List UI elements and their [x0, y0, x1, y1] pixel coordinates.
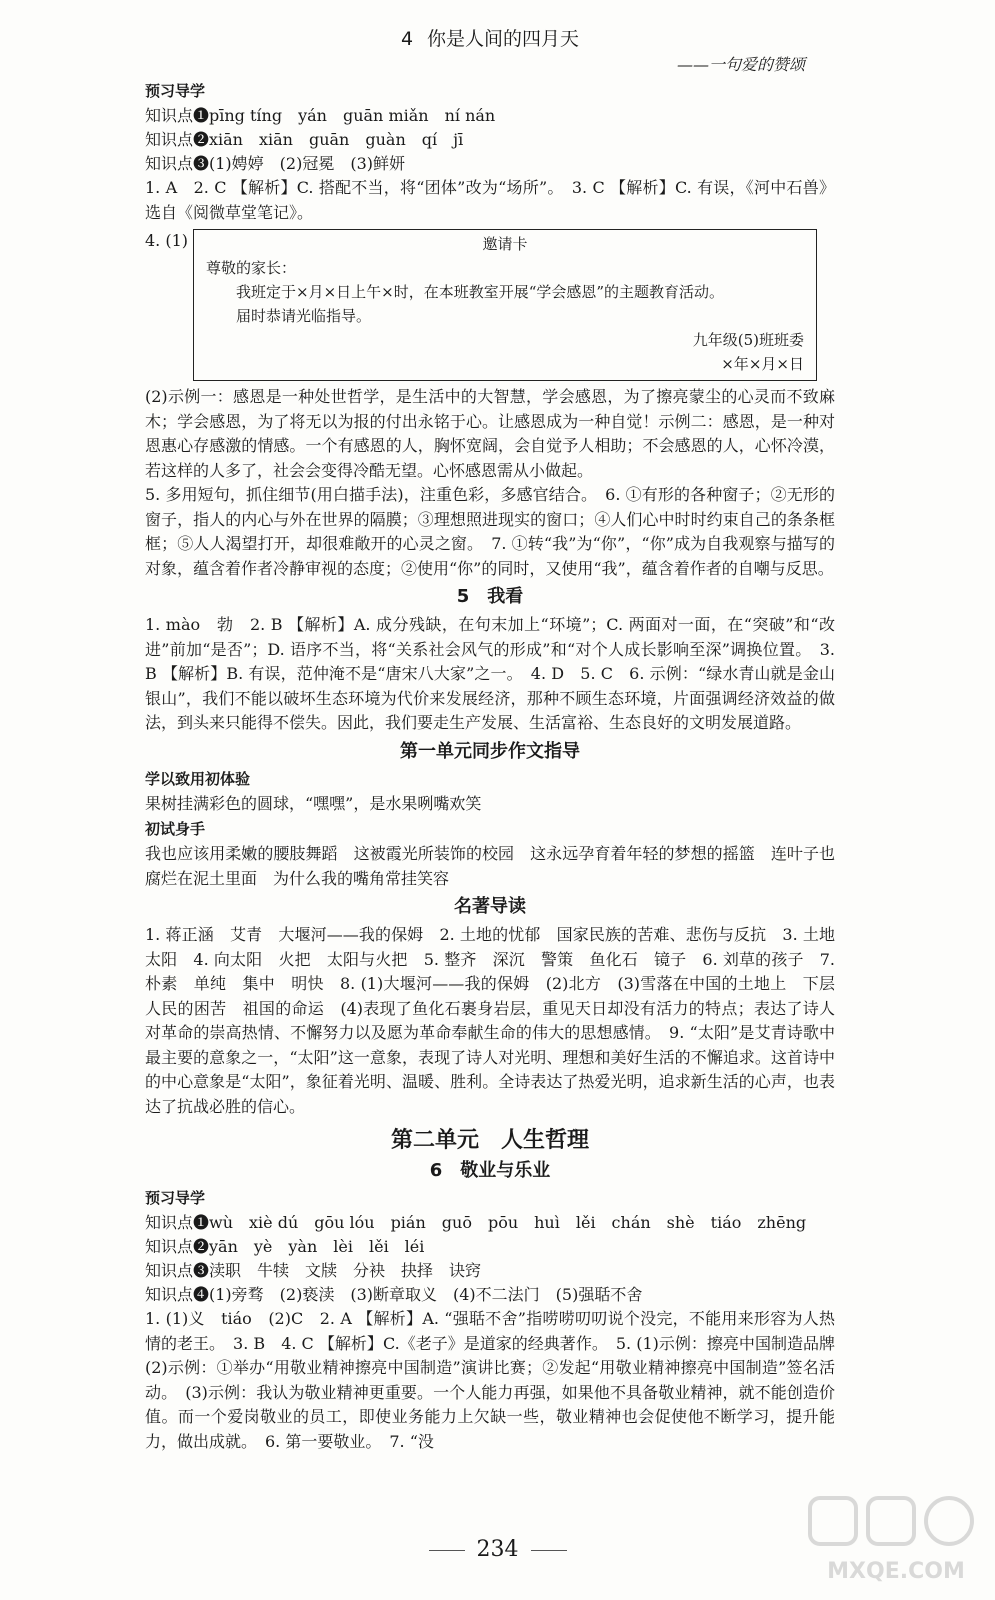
site-watermark-logo [806, 1490, 986, 1590]
lesson-4-knowledge-point-1: 知识点❶pīng tíng yán guān miǎn ní nán [145, 106, 496, 125]
writing-guide-heading: 第一单元同步作文指导 [400, 740, 580, 762]
lesson-6-knowledge-point-1: 知识点❶wù xiè dú gōu lóu pián guō pōu huì lěi chán shè tiáo zhēng [145, 1213, 807, 1232]
lesson-6-answers: 1. (1)义 tiáo (2)C 2. A 【解析】A. “强聒不舍”指唠唠叨叨说个没完，不能用来形容为人热情的老王。 3. B 4. C 【解析】C.《老子》是道家的经典著作。 5. (1)示例：擦亮中国制造品牌 (2)示例：①举办“用敬业精神擦亮中国制造”演讲比赛；②发起“用敬业精神擦亮中国制造”签名活动。 (3)示例：我认为敬业精神更重要。一个人能力再强，如果他不具备敬业精神，就不能创造价值。而一个爱岗敬业的员工，即使业务能力上欠缺一些，敬业精神也会促使他不断学习，提升能力，做出成就。 6. 第一要敬业。 7. “没 [145, 1309, 852, 1451]
footer-left-rule [429, 1550, 465, 1551]
invitation-body: 我班定于×月×日上午×时，在本班教室开展“学会感恩”的主题教育活动。 [236, 283, 725, 301]
lesson-4-answers-1-3: 1. A 2. C 【解析】C. 搭配不当，将“团体”改为“场所”。 3. C 【解析】C. 有误，《河中石兽》选自《阅微草堂笔记》。 [145, 178, 835, 222]
lesson-6-knowledge-point-4: 知识点❹(1)旁骛 (2)亵渎 (3)断章取义 (4)不二法门 (5)强聒不舍 [145, 1285, 643, 1304]
invitation-title: 邀请卡 [482, 235, 528, 253]
answer-page [145, 26, 852, 1454]
lesson-4-answer-4-2: (2)示例一：感恩是一种处世哲学，是生活中的大智慧，学会感恩，为了擦亮蒙尘的心灵而不致麻木；学会感恩，为了将无以为报的付出永铭于心。让感恩成为一种自觉！示例二：感恩，是一种对恩惠心存感激的情感。一个有感恩的人，胸怀宽阔，会自觉予人相助；不会感恩的人，心怀冷漠，若这样的人多了，社会会变得冷酷无望。心怀感恩需从小做起。 [145, 387, 835, 480]
classics-heading: 名著导读 [454, 896, 526, 917]
lesson-4-knowledge-point-2: 知识点❷xiān xiān guān guàn qí jī [145, 130, 464, 149]
lesson-5-heading: 5 我看 [456, 586, 524, 607]
lesson-4-number: 4 [400, 28, 414, 50]
invitation-date: ×年×月×日 [721, 355, 804, 373]
lesson-6-preview-label: 预习导学 [145, 1189, 206, 1207]
lesson-4-answers-5-7: 5. 多用短句，抓住细节(用白描手法)，注重色彩，多感官结合。 6. ①有形的各种窗子；②无形的窗子，指人的内心与外在世界的隔膜；③理想照进现实的窗口；④人们心中时时约束自己的条条框框；⑤人人渴望打开，却很难敞开的心灵之窗。 7. ①转“我”为“你”，“你”成为自我观察与描写的对象，蕴含着作者冷静审视的态度；②使用“你”的同时，又使用“我”，蕴含着作者的自嘲与反思。 [145, 485, 835, 578]
watermark-text: MXQE.COM [827, 1559, 965, 1584]
writing-label-2: 初试身手 [145, 820, 206, 838]
writing-label-1: 学以致用初体验 [145, 769, 251, 788]
invitation-card [193, 229, 817, 381]
lesson-6-heading: 6 敬业与乐业 [429, 1160, 551, 1181]
writing-text-1: 果树挂满彩色的圆球，“嘿嘿”，是水果咧嘴欢笑 [145, 793, 482, 813]
classics-answers: 1. 蒋正涵 艾青 大堰河——我的保姆 2. 土地的忧郁 国家民族的苦难、悲伤与反抗 3. 土地 太阳 4. 向太阳 火把 太阳与火把 5. 整齐 深沉 警策 鱼化石 镜子 6. 刘草的孩子 7. 朴素 单纯 集中 明快 8. (1)大堰河——我的保姆 (2)北方 (3)雪落在中国的土地上 下层人民的困苦 祖国的命运 (4)表现了鱼化石裹身岩层，重见天日却没有活力的特点；表达了诗人对革命的崇高热情、不懈努力以及愿为革命奉献生命的伟大的思想感情。 9. “太阳”是艾青诗歌中最主要的意象之一，“太阳”这一意象，表现了诗人对光明、理想和美好生活的不懈追求。这首诗中的中心意象是“太阳”，象征着光明、温暖、胜利。全诗表达了热爱光明，追求新生活的心声，也表达了抗战必胜的信心。 [145, 925, 852, 1116]
invitation-greeting: 尊敬的家长： [206, 259, 297, 277]
invitation-question [145, 229, 835, 381]
footer-right-rule [531, 1550, 567, 1551]
lesson-4-title [145, 26, 835, 52]
writing-text-2: 我也应该用柔嫩的腰肢舞蹈 这被霞光所装饰的校园 这永远孕育着年轻的梦想的摇篮 连叶子也腐烂在泥土里面 为什么我的嘴角常挂笑容 [145, 844, 835, 888]
page-number: 234 [476, 1537, 519, 1562]
lesson-6-knowledge-point-2: 知识点❷yān yè yàn lèi lěi léi [145, 1237, 425, 1256]
lesson-4-knowledge-point-3: 知识点❸(1)娉婷 (2)冠冕 (3)鲜妍 [145, 154, 405, 173]
lesson-4-subtitle: ——一句爱的赞颂 [676, 55, 805, 74]
lesson-6-knowledge-point-3: 知识点❸渎职 牛犊 文牍 分袂 抉择 诀窍 [145, 1261, 482, 1280]
invitation-signature: 九年级(5)班班委 [692, 331, 804, 349]
unit-2-heading: 第二单元 人生哲理 [390, 1128, 589, 1153]
lesson-4-preview-label: 预习导学 [145, 82, 206, 100]
lesson-5-answers: 1. mào 勃 2. B 【解析】A. 成分残缺，在句末加上“环境”；C. 两面对一面，在“突破”和“改进”前加“是否”；D. 语序不当，将“关系社会风气的形成”和“对个人成长影响至深”调换位置。 3. B 【解析】B. 有误，范仲淹不是“唐宋八大家”之一。 4. D 5. C 6. 示例：“绿水青山就是金山银山”，我们不能以破坏生态环境为代价来发展经济，那种不顾生态环境，片面强调经济效益的做法，到头来只能得不偿失。因此，我们要走生产发展、生活富裕、生态良好的文明发展道路。 [145, 615, 835, 732]
question-4-prefix: 4. (1) [145, 231, 189, 250]
invitation-closing: 届时恭请光临指导。 [236, 307, 372, 325]
lesson-4-title-text: 你是人间的四月天 [427, 28, 580, 50]
